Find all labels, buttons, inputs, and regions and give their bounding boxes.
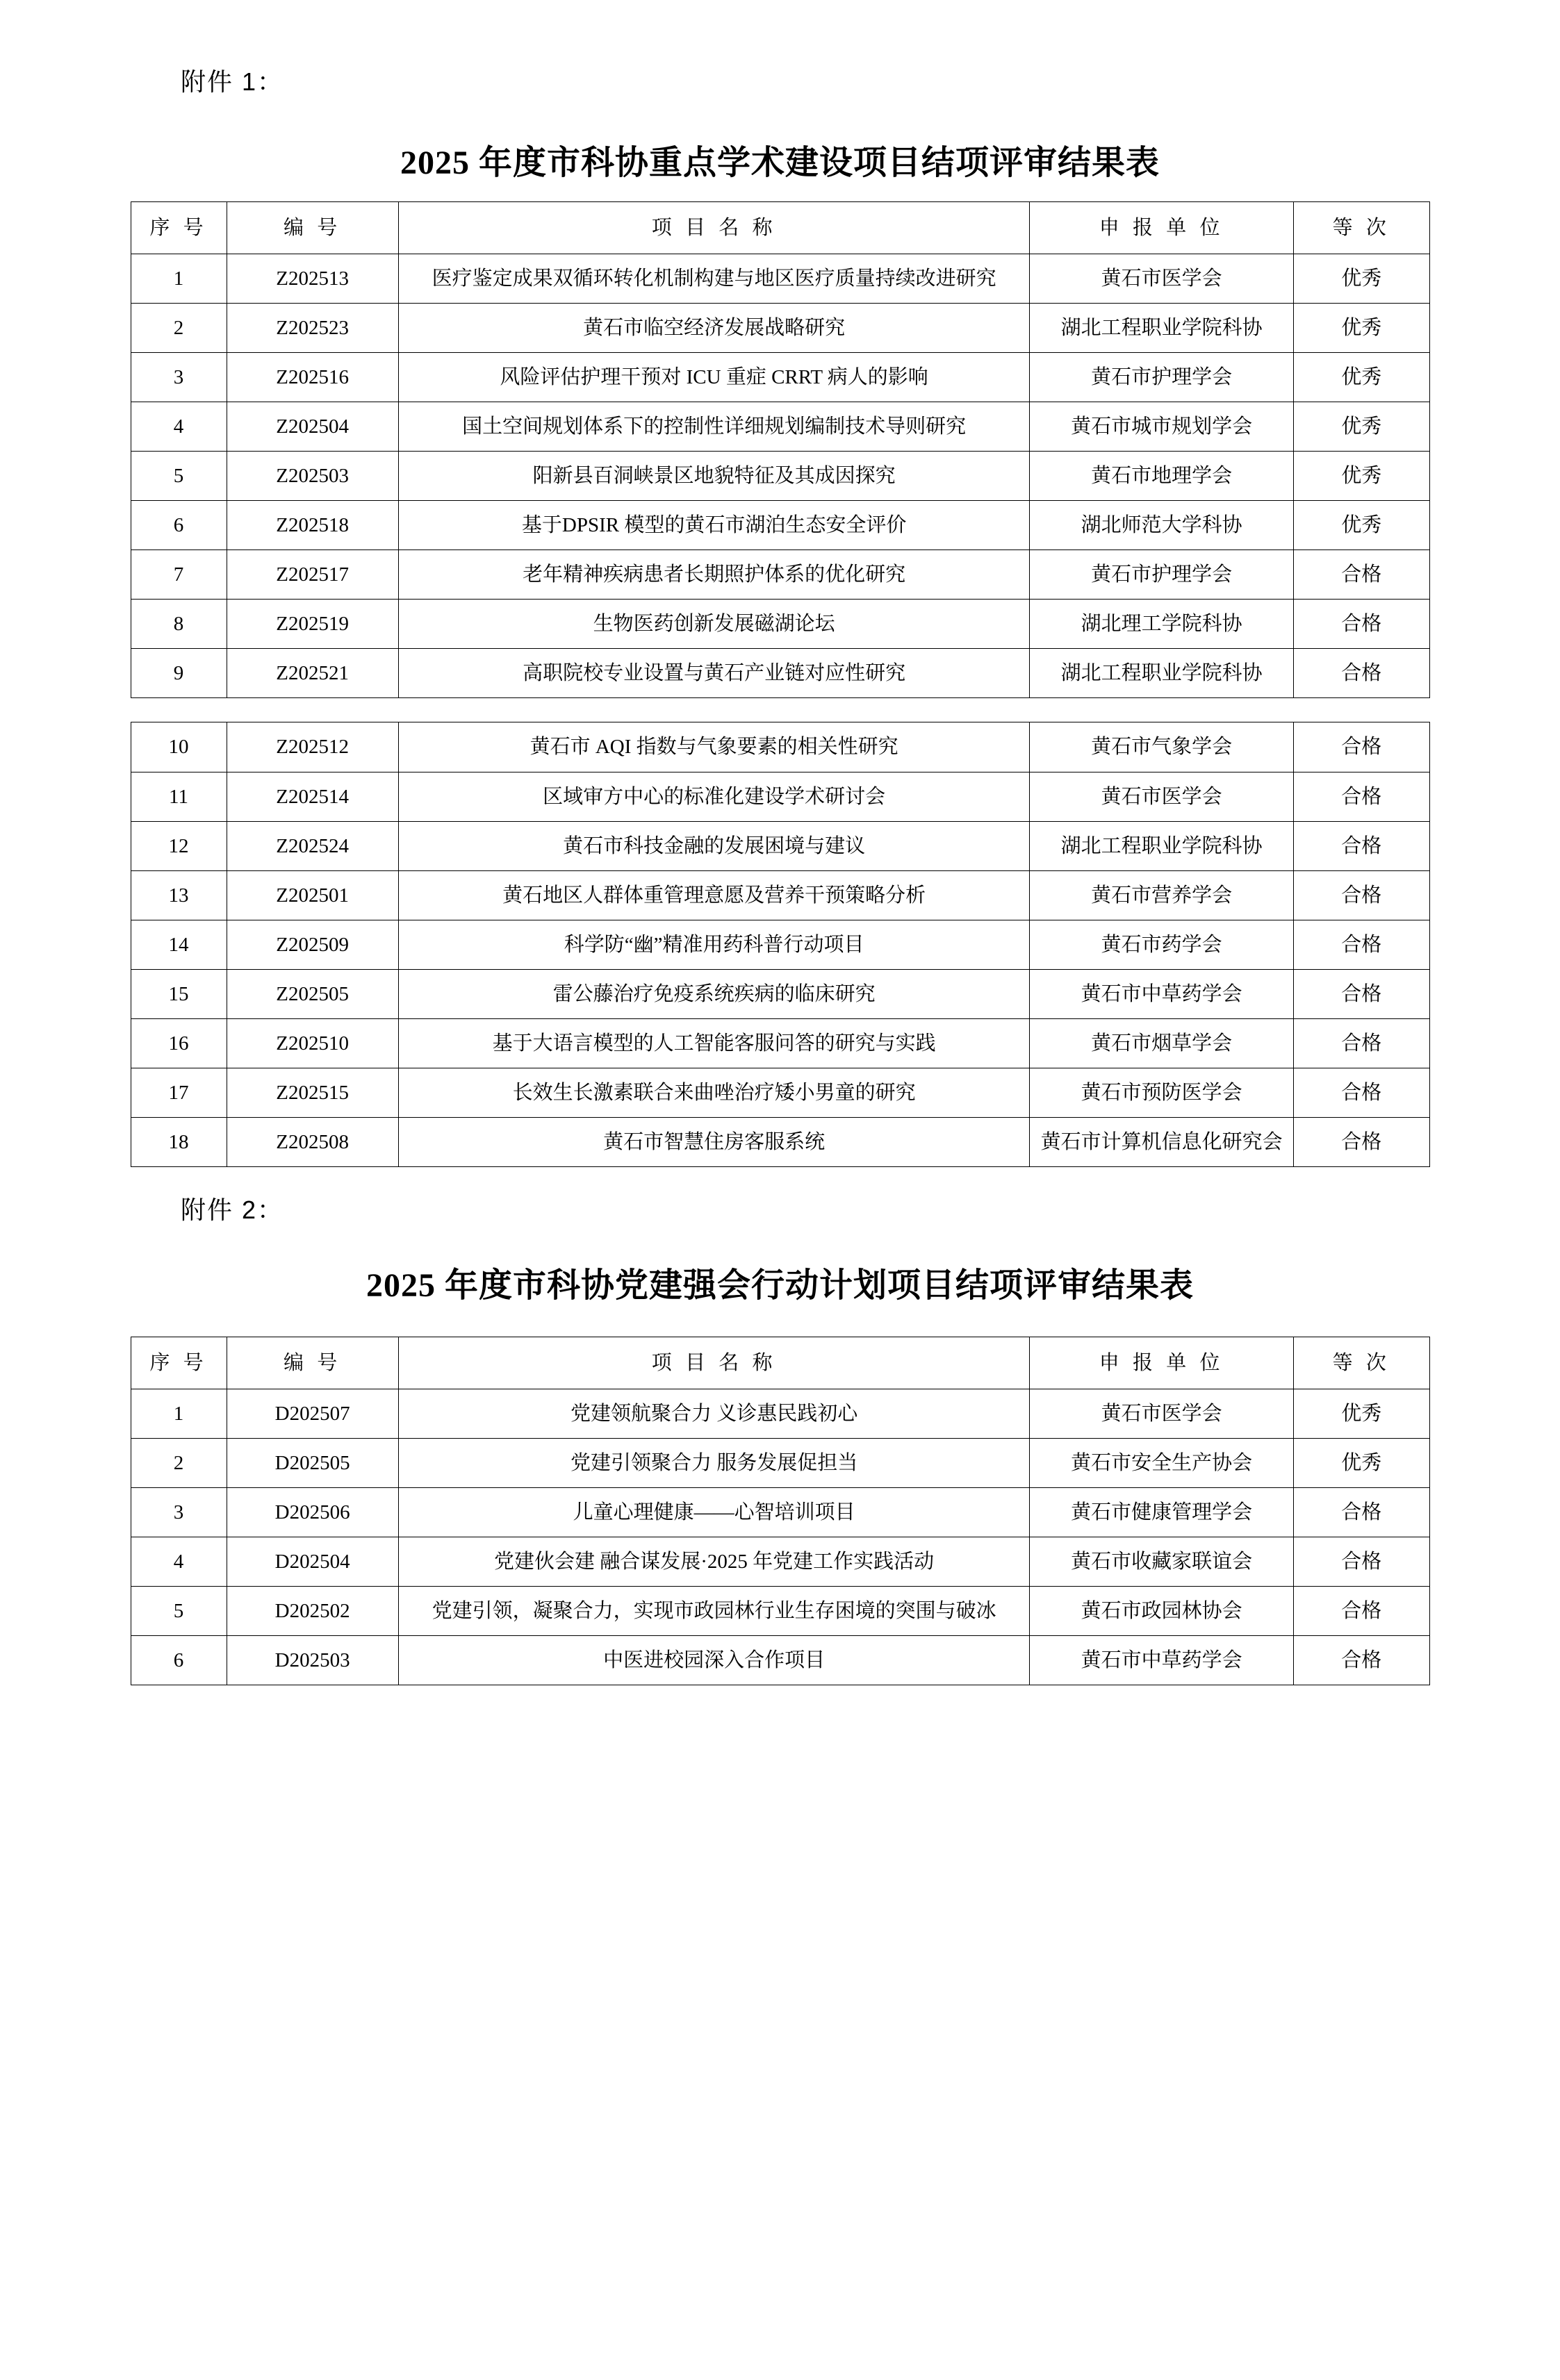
cell-code: Z202513 <box>227 254 398 304</box>
cell-unit: 黄石市健康管理学会 <box>1030 1488 1294 1537</box>
cell-grade: 合格 <box>1293 821 1429 870</box>
cell-name: 黄石市科技金融的发展困境与建议 <box>398 821 1030 870</box>
table-row <box>131 1488 1429 1537</box>
cell-code: Z202510 <box>227 1018 398 1068</box>
cell-grade: 合格 <box>1293 1117 1429 1166</box>
cell-grade: 合格 <box>1293 1018 1429 1068</box>
cell-name: 风险评估护理干预对 ICU 重症 CRRT 病人的影响 <box>398 353 1030 402</box>
cell-code: Z202508 <box>227 1117 398 1166</box>
table-row <box>131 501 1429 550</box>
cell-code: Z202515 <box>227 1068 398 1117</box>
cell-name: 医疗鉴定成果双循环转化机制构建与地区医疗质量持续改进研究 <box>398 254 1030 304</box>
attachment-1-table-part-2 <box>131 722 1430 1166</box>
cell-code: D202502 <box>227 1587 398 1636</box>
table-row <box>131 1587 1429 1636</box>
cell-name: 雷公藤治疗免疫系统疾病的临床研究 <box>398 969 1030 1018</box>
cell-no: 1 <box>131 254 227 304</box>
cell-unit: 黄石市中草药学会 <box>1030 969 1294 1018</box>
table-header-row <box>131 1337 1429 1389</box>
attachment-2-title: 2025 年度市科协党建强会行动计划项目结项评审结果表 <box>366 1266 1194 1304</box>
cell-name: 黄石市智慧住房客服系统 <box>398 1117 1030 1166</box>
table-row <box>131 1389 1429 1438</box>
cell-no: 1 <box>131 1389 227 1438</box>
table-row <box>131 550 1429 600</box>
cell-grade: 优秀 <box>1293 452 1429 501</box>
cell-unit: 黄石市护理学会 <box>1030 550 1294 600</box>
cell-unit: 黄石市安全生产协会 <box>1030 1438 1294 1487</box>
cell-name: 黄石市临空经济发展战略研究 <box>398 304 1030 353</box>
cell-no: 4 <box>131 1537 227 1587</box>
header-code: 编 号 <box>227 1337 398 1389</box>
attachment-2-label: 附件 2： <box>181 1195 284 1224</box>
table-row <box>131 1117 1429 1166</box>
table-row <box>131 870 1429 920</box>
cell-no: 11 <box>131 772 227 821</box>
table-row <box>131 402 1429 452</box>
cell-no: 3 <box>131 353 227 402</box>
cell-grade: 合格 <box>1293 1636 1429 1685</box>
header-code: 编 号 <box>227 202 398 254</box>
cell-unit: 湖北工程职业学院科协 <box>1030 304 1294 353</box>
cell-no: 3 <box>131 1488 227 1537</box>
cell-unit: 湖北理工学院科协 <box>1030 600 1294 649</box>
cell-no: 13 <box>131 870 227 920</box>
cell-code: Z202521 <box>227 649 398 698</box>
cell-unit: 黄石市医学会 <box>1030 772 1294 821</box>
header-no: 序 号 <box>131 1337 227 1389</box>
cell-unit: 湖北师范大学科协 <box>1030 501 1294 550</box>
table-row <box>131 600 1429 649</box>
cell-code: Z202516 <box>227 353 398 402</box>
header-name: 项 目 名 称 <box>398 1337 1030 1389</box>
table-row <box>131 969 1429 1018</box>
header-grade: 等 次 <box>1293 202 1429 254</box>
cell-code: Z202504 <box>227 402 398 452</box>
table-row <box>131 722 1429 772</box>
cell-code: D202504 <box>227 1537 398 1587</box>
cell-no: 5 <box>131 1587 227 1636</box>
cell-name: 党建伙会建 融合谋发展·2025 年党建工作实践活动 <box>398 1537 1030 1587</box>
table-row <box>131 304 1429 353</box>
cell-no: 17 <box>131 1068 227 1117</box>
header-unit: 申 报 单 位 <box>1030 202 1294 254</box>
attachment-1-title: 2025 年度市科协重点学术建设项目结项评审结果表 <box>400 144 1160 181</box>
cell-code: Z202518 <box>227 501 398 550</box>
table-row <box>131 821 1429 870</box>
cell-no: 2 <box>131 1438 227 1487</box>
cell-grade: 优秀 <box>1293 353 1429 402</box>
cell-grade: 合格 <box>1293 772 1429 821</box>
cell-grade: 合格 <box>1293 920 1429 969</box>
cell-code: Z202503 <box>227 452 398 501</box>
cell-no: 9 <box>131 649 227 698</box>
cell-unit: 湖北工程职业学院科协 <box>1030 821 1294 870</box>
cell-unit: 黄石市药学会 <box>1030 920 1294 969</box>
cell-no: 4 <box>131 402 227 452</box>
table-split-gap <box>104 698 1456 722</box>
cell-code: Z202509 <box>227 920 398 969</box>
cell-grade: 合格 <box>1293 600 1429 649</box>
table-row <box>131 649 1429 698</box>
cell-unit: 黄石市收藏家联谊会 <box>1030 1537 1294 1587</box>
cell-code: Z202501 <box>227 870 398 920</box>
cell-grade: 优秀 <box>1293 501 1429 550</box>
cell-name: 长效生长激素联合来曲唑治疗矮小男童的研究 <box>398 1068 1030 1117</box>
cell-code: Z202519 <box>227 600 398 649</box>
cell-no: 10 <box>131 722 227 772</box>
cell-name: 高职院校专业设置与黄石产业链对应性研究 <box>398 649 1030 698</box>
cell-name: 党建引领，凝聚合力，实现市政园林行业生存困境的突围与破冰 <box>398 1587 1030 1636</box>
cell-unit: 黄石市预防医学会 <box>1030 1068 1294 1117</box>
cell-grade: 优秀 <box>1293 1438 1429 1487</box>
cell-name: 老年精神疾病患者长期照护体系的优化研究 <box>398 550 1030 600</box>
attachment-1-table-part-1 <box>131 201 1430 698</box>
cell-unit: 黄石市烟草学会 <box>1030 1018 1294 1068</box>
cell-name: 黄石地区人群体重管理意愿及营养干预策略分析 <box>398 870 1030 920</box>
cell-unit: 黄石市气象学会 <box>1030 722 1294 772</box>
cell-grade: 合格 <box>1293 649 1429 698</box>
cell-name: 党建引领聚合力 服务发展促担当 <box>398 1438 1030 1487</box>
cell-unit: 黄石市城市规划学会 <box>1030 402 1294 452</box>
cell-code: Z202514 <box>227 772 398 821</box>
cell-no: 5 <box>131 452 227 501</box>
table-row <box>131 254 1429 304</box>
cell-no: 18 <box>131 1117 227 1166</box>
cell-code: Z202505 <box>227 969 398 1018</box>
cell-code: D202503 <box>227 1636 398 1685</box>
cell-name: 阳新县百洞峡景区地貌特征及其成因探究 <box>398 452 1030 501</box>
cell-name: 基于DPSIR 模型的黄石市湖泊生态安全评价 <box>398 501 1030 550</box>
table-row <box>131 1438 1429 1487</box>
cell-grade: 合格 <box>1293 550 1429 600</box>
cell-name: 中医进校园深入合作项目 <box>398 1636 1030 1685</box>
cell-unit: 黄石市医学会 <box>1030 254 1294 304</box>
cell-unit: 黄石市营养学会 <box>1030 870 1294 920</box>
cell-unit: 黄石市政园林协会 <box>1030 1587 1294 1636</box>
cell-unit: 黄石市地理学会 <box>1030 452 1294 501</box>
cell-code: D202506 <box>227 1488 398 1537</box>
cell-code: Z202524 <box>227 821 398 870</box>
cell-no: 16 <box>131 1018 227 1068</box>
cell-name: 科学防“幽”精准用药科普行动项目 <box>398 920 1030 969</box>
cell-no: 7 <box>131 550 227 600</box>
header-no: 序 号 <box>131 202 227 254</box>
cell-code: Z202512 <box>227 722 398 772</box>
cell-no: 6 <box>131 501 227 550</box>
cell-grade: 合格 <box>1293 1488 1429 1537</box>
cell-grade: 合格 <box>1293 1537 1429 1587</box>
table-row <box>131 920 1429 969</box>
cell-unit: 黄石市护理学会 <box>1030 353 1294 402</box>
cell-no: 2 <box>131 304 227 353</box>
cell-code: D202505 <box>227 1438 398 1487</box>
table-row <box>131 1537 1429 1587</box>
cell-no: 8 <box>131 600 227 649</box>
table-row <box>131 1018 1429 1068</box>
cell-name: 国土空间规划体系下的控制性详细规划编制技术导则研究 <box>398 402 1030 452</box>
cell-no: 6 <box>131 1636 227 1685</box>
cell-unit: 湖北工程职业学院科协 <box>1030 649 1294 698</box>
table-row <box>131 772 1429 821</box>
cell-no: 12 <box>131 821 227 870</box>
cell-grade: 优秀 <box>1293 402 1429 452</box>
cell-grade: 合格 <box>1293 1068 1429 1117</box>
cell-unit: 黄石市中草药学会 <box>1030 1636 1294 1685</box>
cell-no: 15 <box>131 969 227 1018</box>
cell-name: 基于大语言模型的人工智能客服问答的研究与实践 <box>398 1018 1030 1068</box>
cell-no: 14 <box>131 920 227 969</box>
header-name: 项 目 名 称 <box>398 202 1030 254</box>
cell-grade: 合格 <box>1293 870 1429 920</box>
header-grade: 等 次 <box>1293 1337 1429 1389</box>
table-row <box>131 1068 1429 1117</box>
cell-unit: 黄石市计算机信息化研究会 <box>1030 1117 1294 1166</box>
cell-name: 儿童心理健康——心智培训项目 <box>398 1488 1030 1537</box>
cell-grade: 优秀 <box>1293 254 1429 304</box>
cell-name: 黄石市 AQI 指数与气象要素的相关性研究 <box>398 722 1030 772</box>
cell-code: Z202517 <box>227 550 398 600</box>
cell-grade: 优秀 <box>1293 304 1429 353</box>
cell-grade: 优秀 <box>1293 1389 1429 1438</box>
header-unit: 申 报 单 位 <box>1030 1337 1294 1389</box>
cell-unit: 黄石市医学会 <box>1030 1389 1294 1438</box>
cell-name: 生物医药创新发展磁湖论坛 <box>398 600 1030 649</box>
attachment-2-table <box>131 1337 1430 1685</box>
table-row <box>131 1636 1429 1685</box>
cell-grade: 合格 <box>1293 1587 1429 1636</box>
cell-code: D202507 <box>227 1389 398 1438</box>
table-row <box>131 353 1429 402</box>
table-header-row <box>131 202 1429 254</box>
cell-code: Z202523 <box>227 304 398 353</box>
cell-grade: 合格 <box>1293 969 1429 1018</box>
attachment-1-label: 附件 1： <box>181 67 284 96</box>
cell-grade: 合格 <box>1293 722 1429 772</box>
table-row <box>131 452 1429 501</box>
cell-name: 党建领航聚合力 义诊惠民践初心 <box>398 1389 1030 1438</box>
cell-name: 区域审方中心的标准化建设学术研讨会 <box>398 772 1030 821</box>
